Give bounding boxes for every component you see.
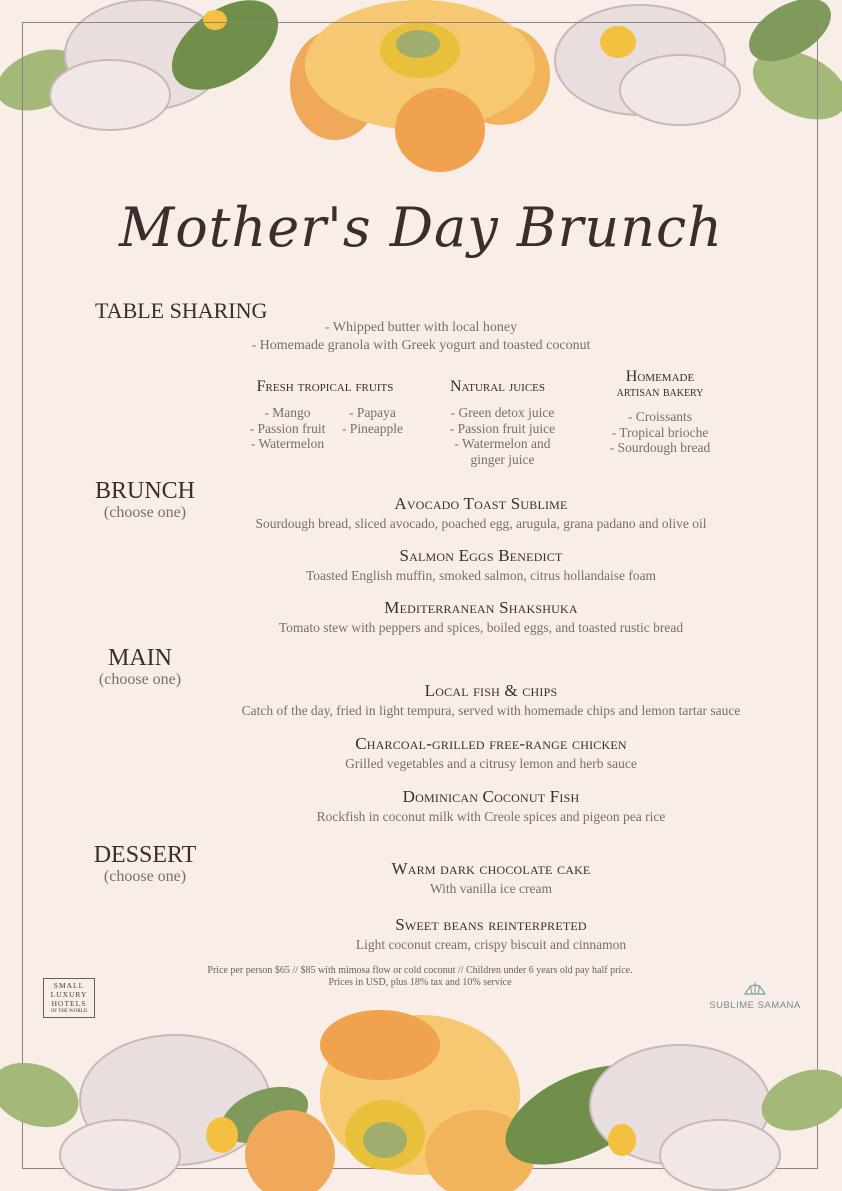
dish-name: Local fish & chips (424, 681, 558, 700)
dish-name: Avocado Toast Sublime (394, 494, 568, 513)
fruit-pineapple: - Pineapple (341, 420, 404, 436)
bakery-list (590, 409, 730, 456)
bakery-item: - Croissants (627, 409, 693, 424)
fruit-papaya: - Papaya (349, 405, 396, 420)
menu-title: Mother's Day Brunch (118, 196, 723, 259)
dish-name: Charcoal-grilled free-range chicken (355, 734, 627, 753)
dish-name: Sweet beans reinterpreted (395, 915, 587, 934)
logo-text: SUBLIME SAMANA (709, 1000, 801, 1011)
menu-dish (70, 734, 842, 772)
menu-dish (70, 681, 842, 719)
dish-description: Sourdough bread, sliced avocado, poached egg, arugula, grana padano and olive oil (255, 516, 707, 531)
logo-text: HOTELS (51, 999, 87, 1008)
juice-item: - Watermelon and (454, 436, 551, 451)
menu-dish (60, 546, 842, 584)
bakery-heading-line1: Homemade (625, 368, 695, 385)
page-border (22, 22, 818, 1169)
menu-dish (70, 915, 842, 953)
logo-text: SMALL (53, 981, 85, 990)
sharing-item: - Homemade granola with Greek yogurt and toasted coconut (251, 338, 591, 353)
bottom-floral-decoration (0, 1005, 842, 1191)
bakery-item: - Tropical brioche (611, 424, 709, 440)
menu-dish (60, 494, 842, 532)
dish-description: Light coconut cream, crispy biscuit and cinnamon (355, 937, 627, 952)
section-subheading: (choose one) (103, 504, 187, 521)
dish-description: Catch of the day, fried in light tempura, served with homemade chips and lemon tartar sauce (241, 703, 741, 718)
juice-item: - Green detox juice (450, 405, 555, 420)
juice-item: ginger juice (470, 451, 535, 467)
menu-dish (70, 859, 842, 897)
dish-name: Warm dark chocolate cake (391, 859, 591, 878)
dish-name: Dominican Coconut Fish (402, 787, 580, 806)
tax-note: Prices in USD, plus 18% tax and 10% service (328, 977, 512, 988)
dish-description: With vanilla ice cream (429, 881, 553, 896)
menu-dish (70, 787, 842, 825)
logo-text: OF THE WORLD (50, 1009, 88, 1014)
fruit-passion: - Passion fruit (249, 420, 326, 436)
price-note: Price per person $65 // $85 with mimosa flow or cold coconut // Children under 6 years old pay half price. (207, 965, 633, 976)
fruit-item (245, 405, 330, 452)
bakery-item: - Sourdough bread (609, 440, 711, 455)
section-subheading: (choose one) (103, 868, 187, 885)
fruit-mango: - Mango (264, 405, 311, 420)
dish-description: Toasted English muffin, smoked salmon, citrus hollandaise foam (305, 568, 657, 583)
column-heading-bakery (590, 369, 730, 401)
section-heading: BRUNCH (94, 478, 196, 504)
section-heading: TABLE SHARING (95, 298, 268, 323)
menu-dish (60, 598, 842, 636)
logo-text: LUXURY (50, 990, 88, 999)
section-subheading: (choose one) (98, 671, 182, 688)
section-heading: MAIN (108, 645, 172, 671)
bakery-heading-line2: artisan bakery (616, 385, 704, 400)
dish-description: Grilled vegetables and a citrusy lemon and herb sauce (345, 756, 637, 771)
dish-description: Tomato stew with peppers and spices, boiled eggs, and toasted rustic bread (278, 620, 684, 635)
white-flower-bottom-right-icon (491, 1045, 842, 1190)
dish-description: Rockfish in coconut milk with Creole spices and pigeon pea rice (316, 809, 666, 824)
juice-list (430, 405, 575, 467)
dish-name: Mediterranean Shakshuka (384, 598, 578, 617)
shell-icon (744, 980, 766, 996)
juice-item: - Passion fruit juice (449, 420, 556, 436)
sharing-item: - Whipped butter with local honey (324, 320, 518, 335)
column-heading-fruits: Fresh tropical fruits (256, 378, 394, 395)
section-heading: DESSERT (93, 842, 197, 868)
fruit-watermelon: - Watermelon (250, 436, 325, 451)
column-heading-juices: Natural juices (449, 378, 545, 395)
fruit-item (335, 405, 410, 436)
dish-name: Salmon Eggs Benedict (399, 546, 563, 565)
